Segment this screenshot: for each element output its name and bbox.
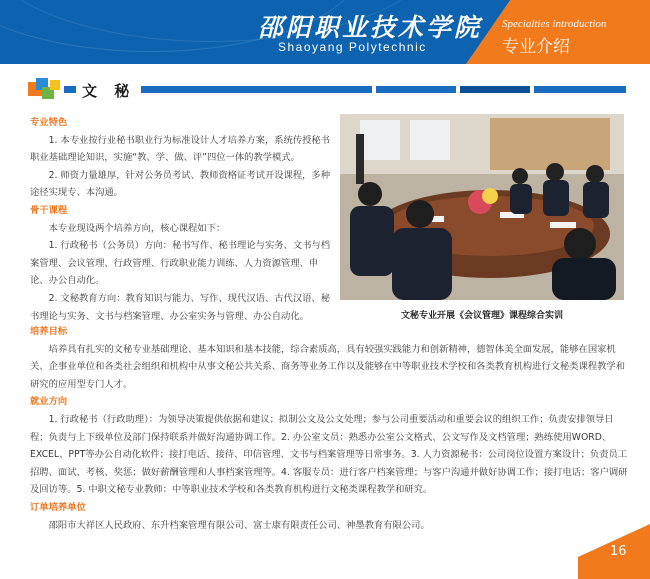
section-title-bar (64, 86, 626, 93)
page-number: 16 (610, 544, 627, 559)
careers-paragraph: 1. 行政秘书（行政助理）：为领导决策提供依据和建议；拟制公文及公文处理；参与公司重要活动和重要会议的组织工作；负责安排领导日程；负责与上下级单位及部门保持联系并做好沟通协调工作。2. 办公室文员：熟悉办公室公文格式、公文写作及文档管理；熟练使用WORD、EXCEL、PPT等办公自动化软件；接打电话、接待、印信管理、文书与档案管理等日常事务。3. 人力资源秘书：公司岗位设置方案设计；负责员工招聘、面试、考核、奖惩；做好薪酬管理和人事档案管理等。4. 客服专员：进行客户档案管理；与客户沟通并做好协调工作；接打电话；客户调研及回访等。5. 中职文秘专业教师：中等职业技术学校和各类教育机构进行文秘类课程教学和研究。 (30, 413, 628, 496)
features-paragraph-1: 1. 本专业按行业秘书职业行为标准设计人才培养方案，系统传授秘书职业基础理论知识，实施“教、学、做、评”四位一体的教学模式。 (30, 134, 331, 164)
careers-heading: 就业方向 (30, 396, 68, 408)
badge-title-en: Specialties introduction (502, 18, 607, 30)
courses-paragraph-1: 1. 行政秘书（公务员）方向：秘书写作、秘书理论与实务、文书与档案管理、会议管理、行政管理、行政职业能力训练、人力资源管理、申论、办公自动化。 (30, 240, 331, 287)
school-name-cn: 邵阳职业技术学院 (258, 13, 483, 42)
section-title: 文 秘 (76, 80, 141, 101)
partners-paragraph: 邵阳市大祥区人民政府、东升档案管理有限公司、富士康有限责任公司、神墨教育有限公司。 (48, 519, 430, 531)
courses-intro: 本专业现设两个培养方向，核心课程如下： (48, 222, 226, 234)
features-paragraph-2: 2. 师资力量雄厚，针对公务员考试、教师资格证考试开设课程，多种途径实现专、本沟通。 (30, 169, 331, 199)
goals-paragraph: 培养具有扎实的文秘专业基础理论、基本知识和基本技能，综合素质高，具有较强实践能力和创新精神，德智体美全面发展，能够在国家机关、企事业单位和各类社会组织和机构中从事文秘公共关系、商务等业务工作以及能够在中等职业技术学校和各类教育机构进行文秘类课程教学和研究的应用型专门人才。 (30, 343, 626, 390)
badge-title-cn: 专业介绍 (502, 37, 570, 57)
photo-caption: 文秘专业开展《会议管理》课程综合实训 (400, 311, 563, 321)
courses-heading: 骨干课程 (30, 204, 68, 216)
upper-text-column (30, 114, 332, 325)
meeting-photo (340, 114, 624, 300)
lower-text-column (30, 323, 628, 534)
school-name-en: Shaoyang Polytechnic (278, 40, 427, 54)
section-logo-icon (28, 78, 64, 100)
partners-heading: 订单培养单位 (30, 501, 86, 513)
features-heading: 专业特色 (30, 117, 68, 128)
courses-paragraph-2: 2. 文秘教育方向：教育知识与能力、写作、现代汉语、古代汉语、秘书理论与实务、文书与档案管理、办公室实务与管理、办公自动化。 (30, 292, 331, 322)
goals-heading: 培养目标 (30, 326, 68, 337)
meeting-illustration (340, 114, 624, 300)
